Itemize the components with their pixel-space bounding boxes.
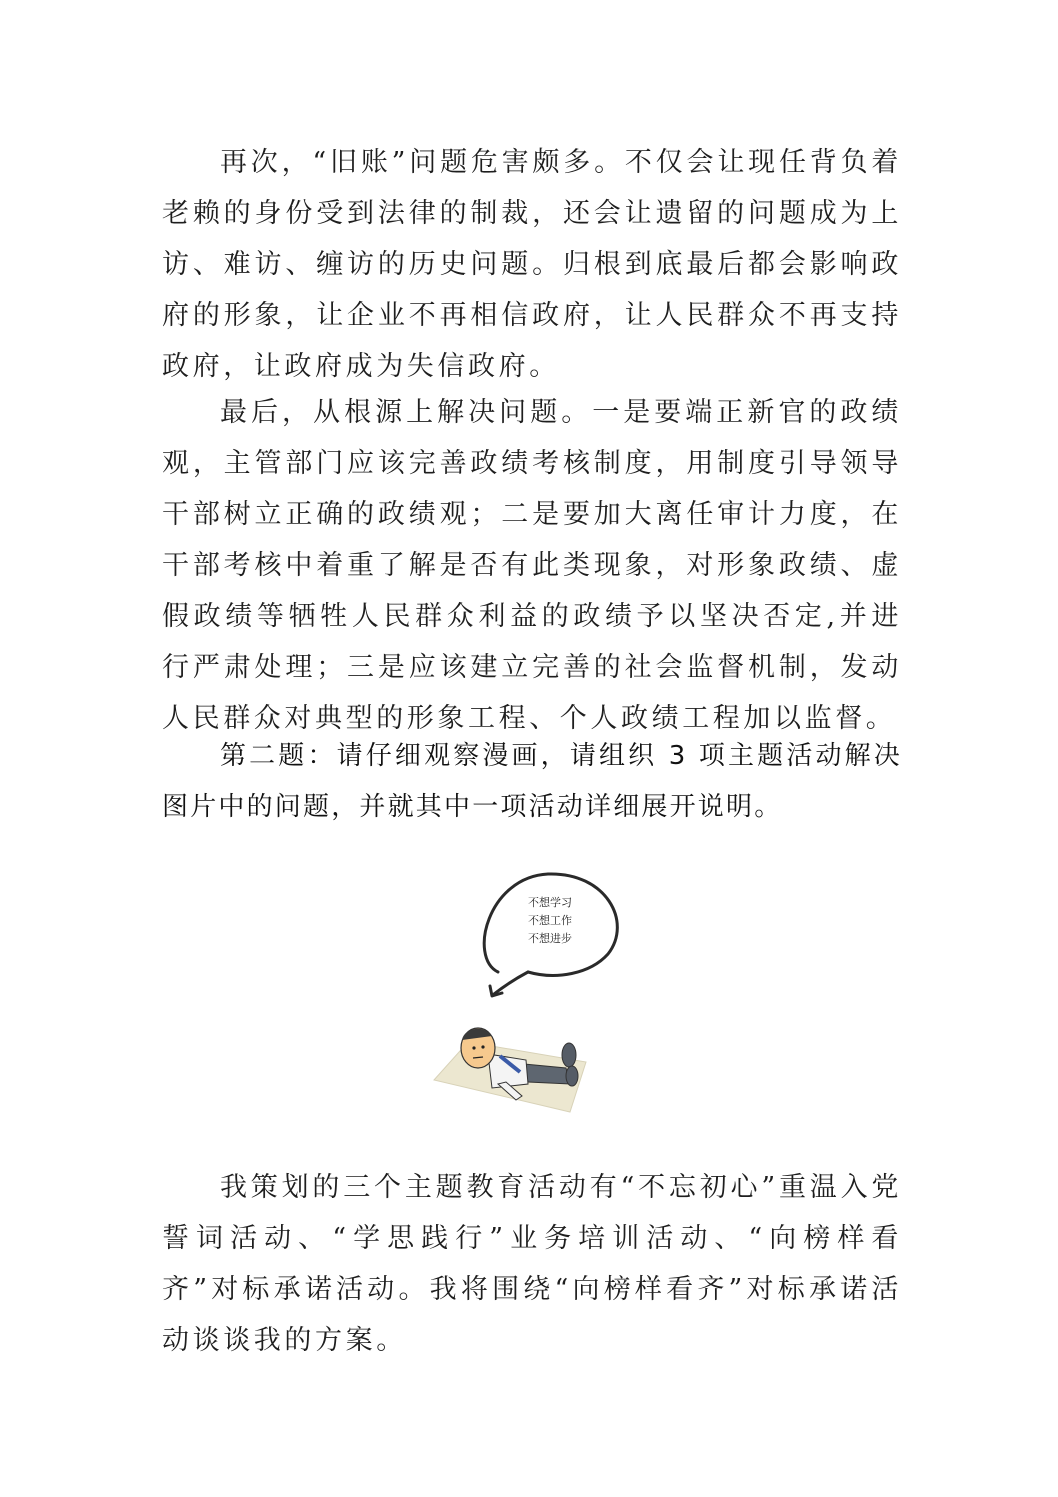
paragraph-activity-plan: 我策划的三个主题教育活动有“不忘初心”重温入党誓词活动、“学思践行”业务培训活动、“向榜样看齐”对标承诺活动。我将围绕“向榜样看齐”对标承诺活动谈谈我的方案。 xyxy=(162,1172,902,1356)
bubble-line-1: 不想学习 xyxy=(528,896,572,909)
question-two-heading: 第二题：请仔细观察漫画，请组织 3 项主题活动解决图片中的问题，并就其中一项活动详细展开说明。 xyxy=(162,741,902,822)
paragraph-old-debt-harm: 再次，“旧账”问题危害颇多。不仅会让现任背负着老赖的身份受到法律的制裁，还会让遗留的问题成为上访、难访、缠访的历史问题。归根到底最后都会影响政府的形象，让企业不再相信政府，让人民群众不再支持政府，让政府成为失信政府。 xyxy=(162,147,902,382)
bubble-line-3: 不想进步 xyxy=(528,932,572,945)
cartoon-illustration xyxy=(428,862,628,1122)
cartoon-svg xyxy=(428,862,628,1122)
bubble-line-2: 不想工作 xyxy=(528,914,572,927)
lying-man-icon xyxy=(434,1028,586,1112)
thought-bubble-icon xyxy=(484,874,617,996)
paragraph-root-solution: 最后，从根源上解决问题。一是要端正新官的政绩观，主管部门应该完善政绩考核制度，用制度引导领导干部树立正确的政绩观；二是要加大离任审计力度，在干部考核中着重了解是否有此类现象，对形象政绩、虚假政绩等牺牲人民群众利益的政绩予以坚决否定,并进行严肃处理；三是应该建立完善的社会监督机制，发动人民群众对典型的形象工程、个人政绩工程加以监督。 xyxy=(162,397,902,734)
